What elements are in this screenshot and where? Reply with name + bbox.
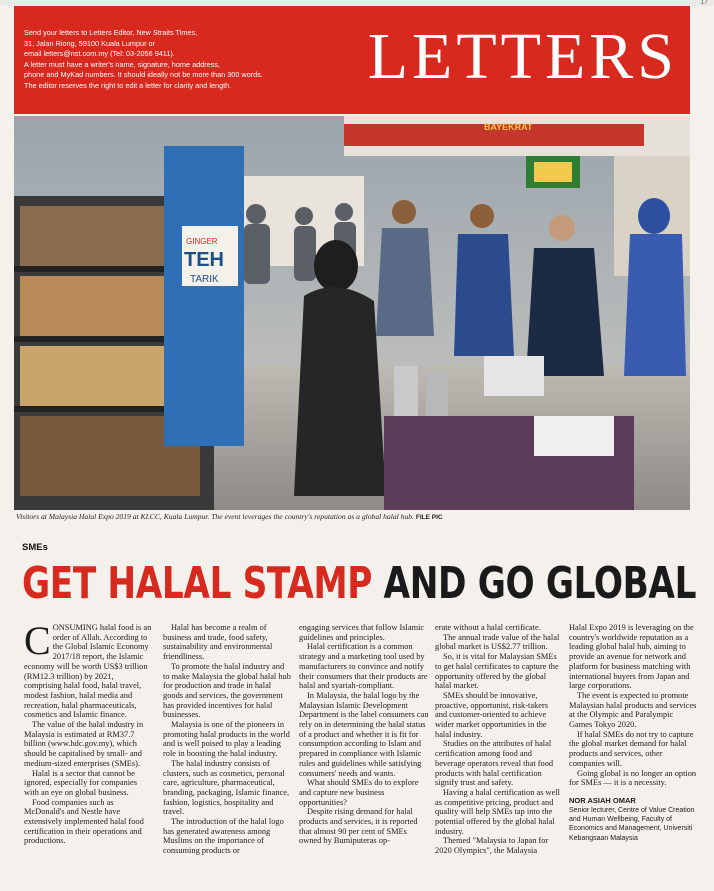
info-line: 31, Jalan Riong, 59100 Kuala Lumpur or: [24, 38, 156, 48]
paragraph: The value of the halal industry in Malaysia is estimated at RM37.7 billion (www.hdc.gov.my), which should be capitalised by small- and medium-sized enterprises (SMEs).: [24, 720, 144, 768]
paragraph: Having a halal certification as well as competitive pricing, product and quality will help SMEs tap into the potential offered by the global halal industry.: [435, 787, 560, 836]
paragraph: Going global is no longer an option for SMEs — it is a necessity.: [569, 768, 697, 788]
article-column-4: [435, 623, 561, 856]
headline-red: GET HALAL STAMP: [22, 558, 372, 609]
headline: [22, 558, 696, 610]
info-line: email letters@nst.com.my (Tel: 03-2056 9411).: [24, 49, 175, 59]
banner-sign: BAYEKRAT: [484, 122, 533, 132]
standee-text: GINGER: [186, 237, 218, 246]
page-number: 17: [700, 0, 708, 6]
drop-cap: C: [24, 618, 51, 663]
paragraph: So, it is vital for Malaysian SMEs to get halal certificates to capture the opportunity offered by the global halal market.: [435, 652, 559, 691]
info-line: A letter must have a writer's name, signature, home address,: [24, 59, 221, 69]
paragraph: SMEs should be innovative, proactive, opportunist, risk-takers and customer-oriented to achieve wider market opportunities in the halal industry.: [435, 690, 549, 739]
standee-text: TEH: [184, 249, 224, 271]
paragraph: Halal has become a realm of business and trade, food safety, sustainability and environmental friendliness.: [163, 623, 273, 662]
section-label: SMEs: [22, 542, 48, 553]
standee-text: TARIK: [190, 274, 219, 285]
expo-photo: [14, 116, 690, 510]
paragraph: The halal industry consists of clusters, such as cosmetics, personal care, agriculture, pharmaceutical, branding, packaging, Islamic finance, fashion, logistics, hospitality and travel.: [163, 758, 290, 817]
caption-text: Visitors at Malaysia Halal Expo 2019 at KLCC, Kuala Lumpur. The event leverages the country's reputation as a global halal hub.: [16, 512, 414, 521]
paragraph: Halal is a sector that cannot be ignored, especially for companies with an eye on global business.: [24, 768, 138, 797]
paragraph: The event is expected to promote Malaysian halal products and services at the Olympic and Paralympic Games Tokyo 2020.: [569, 690, 697, 730]
paragraph: CONSUMING halal food is an order of Allah. According to the Global Islamic Economy 2017/18 report, the Islamic economy will be worth US$3 trillion (RM12.3 trillion) by 2021, comprising halal food, halal travel, modest fashion, halal media and recreation, halal pharmaceuticals, cosmetics and Islamic finance.: [24, 618, 152, 720]
paragraph: Halal certification is a common strategy and a marketing tool used by manufacturers to convince and notify their consumers that their products are halal and syariah-compliant.: [299, 642, 428, 691]
paragraph: Despite rising demand for halal products and services, it is reported that almost 90 per cent of SMEs owned by Bumiputeras op-: [299, 807, 418, 846]
paragraph: In Malaysia, the halal logo by the Malaysian Islamic Development Department is the label consumers can rely on in determining the halal status of a product and whether it is fit for consumption according to Islam and prepared in compliance with Islamic rules and guidelines while satisfying consumers' needs and wants.: [299, 690, 429, 778]
author-role: Senior lecturer, Centre of Value Creation and Human Wellbeing, Faculty of Economics and Management, Universiti Kebangsaan Malaysia: [569, 806, 695, 842]
info-line: phone and MyKad numbers. It should ideally not be more than 300 words.: [24, 70, 263, 80]
paragraph: If halal SMEs do not try to capture the global market demand for halal products and services, other companies will.: [569, 729, 694, 768]
author-block: [569, 796, 697, 843]
paragraph: Studies on the attributes of halal certification among food and beverage operators reveal that food products with halal certification signify trust and safety.: [435, 739, 554, 788]
paragraph: Themed "Malaysia to Japan for 2020 Olympics", the Malaysia: [435, 836, 549, 856]
info-line: Send your letters to Letters Editor, New Straits Times,: [24, 28, 198, 37]
paragraph: To promote the halal industry and to make Malaysia the global halal hub for production and trade in halal goods and services, the government has provided incentives for halal businesses.: [163, 661, 291, 720]
paragraph: engaging services that follow Islamic guidelines and principles.: [299, 623, 425, 642]
article-column-1: [24, 618, 152, 846]
paragraph: Malaysia is one of the pioneers in promoting halal products in the world and is well poised to play a leading role in boosting the halal industry.: [163, 720, 290, 759]
paragraph: The annual trade value of the halal global market is US$2.77 trillion.: [435, 632, 560, 652]
letters-banner: [14, 6, 690, 114]
section-title: LETTERS: [367, 20, 678, 93]
article-column-5: [569, 623, 697, 843]
submission-info: [24, 28, 299, 92]
photo-credit: FILE PIC: [415, 514, 443, 521]
paragraph: erate without a halal certificate.: [435, 623, 541, 632]
paragraph: What should SMEs do to explore and capture new business opportunities?: [299, 778, 419, 807]
photo-caption: [16, 512, 696, 521]
paragraph: The introduction of the halal logo has generated awareness among Muslims on the importance of consuming products or: [163, 817, 284, 856]
author-name: NOR ASIAH OMAR: [569, 795, 636, 805]
paragraph: Halal Expo 2019 is leveraging on the country's worldwide reputation as a leading global halal hub, aiming to provide an avenue for network and platform for business matching with international buyers from Japan and large corporations.: [569, 623, 694, 691]
paragraph: Food companies such as McDonald's and Nestle have extensively implemented halal food certification in their operations and productions.: [24, 797, 144, 846]
info-line: The editor reserves the right to edit a letter for clarity and length.: [24, 80, 232, 90]
article-column-3: [299, 623, 429, 846]
headline-dark: AND GO GLOBAL: [383, 558, 697, 609]
article-column-2: [163, 623, 291, 856]
